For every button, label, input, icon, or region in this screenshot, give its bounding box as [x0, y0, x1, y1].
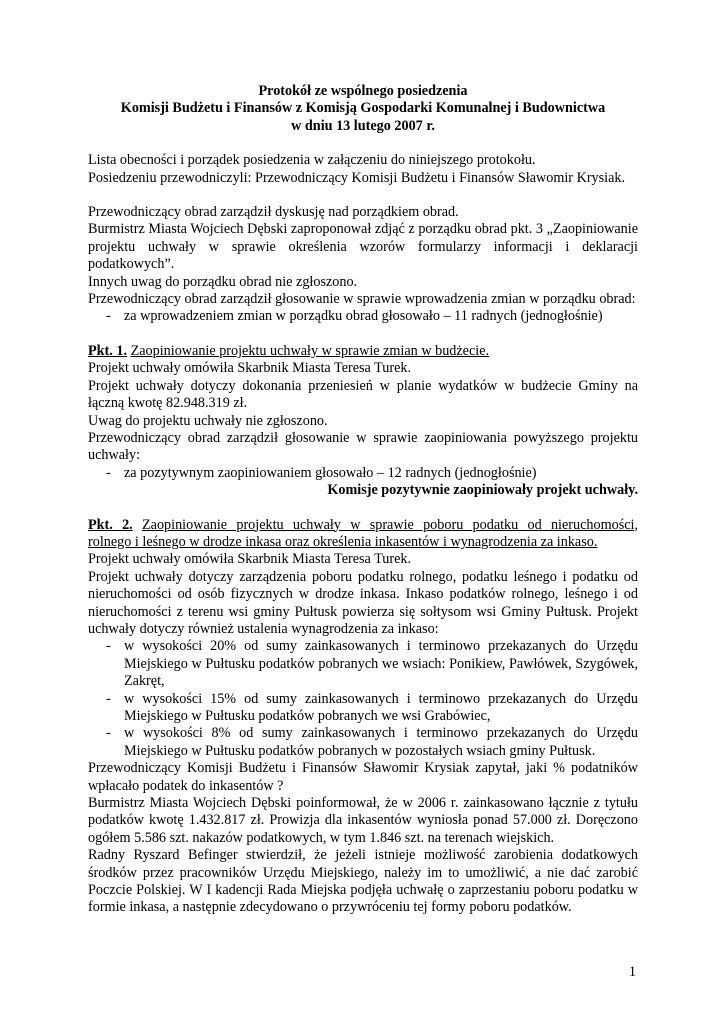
page-number: 1	[628, 964, 636, 980]
pkt1-conclusion: Komisje pozytywnie zaopiniowały projekt uchwały.	[327, 482, 638, 499]
pkt2-number: Pkt. 2.	[88, 516, 133, 533]
intro-paragraph-2: Posiedzeniu przewodniczyli: Przewodniczący Komisji Budżetu i Finansów Sławomir Krysiak.	[88, 169, 626, 186]
bullet-dash: -	[106, 725, 111, 742]
agenda-paragraph-1: Przewodniczący obrad zarządził dyskusję nad porządkiem obrad.	[88, 204, 459, 221]
pkt1-paragraph-2: Projekt uchwały dotyczy dokonania przeniesień w planie wydatków w budżecie Gminy na łączną kwotę 82.948.319 zł.	[88, 377, 638, 412]
title-line-1: Protokół ze wspólnego posiedzenia	[258, 83, 468, 99]
agenda-vote-bullet	[88, 308, 638, 325]
title-line-2: Komisji Budżetu i Finansów z Komisją Gospodarki Komunalnej i Budownictwa	[120, 100, 606, 117]
pkt2-heading-line-1	[88, 517, 638, 534]
bullet-dash: -	[106, 464, 111, 481]
pkt1-vote-bullet	[88, 465, 638, 482]
pkt2-paragraph-1: Projekt uchwały omówiła Skarbnik Miasta Teresa Turek.	[88, 551, 412, 568]
pkt2-paragraph-5: Radny Ryszard Befinger stwierdził, że jeżeli istnieje możliwość zarobienia dodatkowych środków przez pracowników Urzędu Miejskiego, należy im to umożliwić, a nie dać zarobić Poczcie Polskiej. W I kadencji Rada Miejska podjęła uchwałę o zaprzestaniu poboru podatku w formie inkasa, a następnie zdecydowano o przywróceniu tej formy poboru podatków.	[88, 847, 638, 916]
pkt1-paragraph-4: Przewodniczący obrad zarządził głosowanie w sprawie zaopiniowania powyższego projektu uchwały:	[88, 429, 638, 464]
bullet-text: w wysokości 20% od sumy zainkasowanych i terminowo przekazanych do Urzędu Miejskiego w Pułtusku podatków pobranych we wsiach: Ponikiew, Pawłówek, Szygówek, Zakręt,	[124, 638, 638, 690]
bullet-text: za wprowadzeniem zmian w porządku obrad głosowało – 11 radnych (jednogłośnie)	[124, 308, 603, 325]
agenda-paragraph-3: Innych uwag do porządku obrad nie zgłoszono.	[88, 273, 358, 290]
agenda-paragraph-4: Przewodniczący obrad zarządził głosowanie w sprawie wprowadzenia zmian w porządku obrad:	[88, 291, 636, 308]
pkt2-paragraph-3: Przewodniczący Komisji Budżetu i Finansów Sławomir Krysiak zapytał, jaki % podatników wpłacało podatek do inkasentów ?	[88, 760, 638, 794]
pkt1-heading	[88, 343, 638, 360]
pkt2-heading-text-2: rolnego i leśnego w drodze inkasa oraz określenia inkasentów i wynagrodzenia za inkaso.	[88, 533, 598, 550]
document-page	[88, 83, 638, 917]
bullet-text: w wysokości 15% od sumy zainkasowanych i terminowo przekazanych do Urzędu Miejskiego w Pułtusku podatków pobranych we wsi Grabówiec,	[124, 690, 638, 724]
agenda-paragraph-2: Burmistrz Miasta Wojciech Dębski zaproponował zdjąć z porządku obrad pkt. 3 „Zaopiniowanie projektu uchwały w sprawie określenia wzorów formularzy informacji i deklaracji podatkowych”.	[88, 221, 638, 273]
bullet-dash: -	[106, 638, 111, 655]
pkt2-bullet-1	[88, 638, 638, 690]
bullet-text: za pozytywnym zaopiniowaniem głosowało – 12 radnych (jednogłośnie)	[124, 464, 537, 481]
pkt2-heading-text-1: Zaopiniowanie projektu uchwały w sprawie poboru podatku od nieruchomości,	[142, 516, 639, 533]
bullet-dash: -	[106, 308, 111, 325]
pkt2-bullet-3	[88, 725, 638, 760]
pkt2-paragraph-4: Burmistrz Miasta Wojciech Dębski poinformował, że w 2006 r. zainkasowano łącznie z tytułu podatków kwotę 1.432.817 zł. Prowizja dla inkasentów wyniosła ponad 57.000 zł. Doręczono ogółem 5.586 szt. nakazów podatkowych, w tym 1.846 szt. na terenach wiejskich.	[88, 795, 638, 846]
pkt1-paragraph-1: Projekt uchwały omówiła Skarbnik Miasta Teresa Turek.	[88, 360, 412, 377]
pkt2-paragraph-2: Projekt uchwały dotyczy zarządzenia poboru podatku rolnego, podatku leśnego i podatku od nieruchomości od osób fizycznych w drodze inkasa. Inkaso podatków rolnego, leśnego i od nieruchomości z terenu wsi gminy Pułtusk powierza się sołtysom wsi Gminy Pułtusk. Projekt uchwały dotyczy również ustalenia wynagrodzenia za inkaso:	[88, 568, 638, 637]
bullet-dash: -	[106, 690, 111, 707]
bullet-text: w wysokości 8% od sumy zainkasowanych i terminowo przekazanych do Urzędu Miejskiego w Pułtusku podatków pobranych w pozostałych wsiach gminy Pułtusk.	[124, 725, 638, 759]
pkt2-bullet-2	[88, 691, 638, 726]
pkt1-heading-text: Zaopiniowanie projektu uchwały w sprawie zmian w budżecie.	[130, 342, 490, 359]
pkt1-number: Pkt. 1.	[88, 342, 128, 359]
pkt2-heading-line-2	[88, 534, 638, 551]
title-line-3: w dniu 13 lutego 2007 r.	[291, 117, 435, 134]
document-title	[88, 83, 638, 135]
intro-paragraph-1: Lista obecności i porządek posiedzenia w załączeniu do niniejszego protokołu.	[88, 152, 536, 169]
pkt1-paragraph-3: Uwag do projektu uchwały nie zgłoszono.	[88, 412, 328, 429]
